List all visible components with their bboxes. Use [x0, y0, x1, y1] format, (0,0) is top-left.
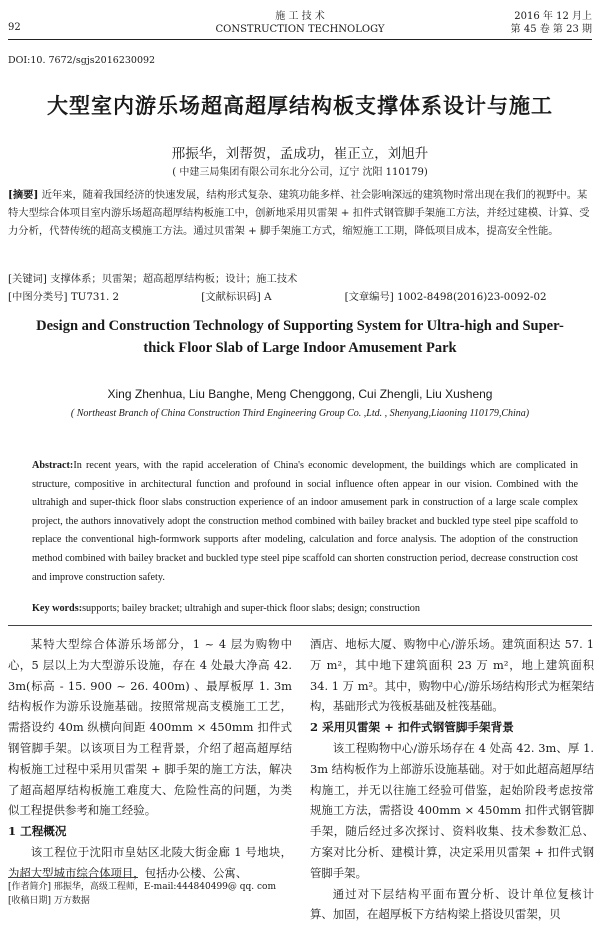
keywords-label: [关键词] — [8, 273, 47, 285]
received-date — [8, 894, 292, 908]
section-2-paragraph-2: 通过对下层结构平面布置分析、设计单位复核计算、加固，在超厚板下方结构梁上搭设贝雷架，贝 — [310, 886, 594, 922]
chinese-title: 大型室内游乐场超高超厚结构板支撑体系设计与施工 — [47, 93, 553, 118]
clc-value: TU731. 2 — [70, 291, 120, 303]
doc-code-label: [文献标识码] — [201, 291, 261, 303]
section-2-heading: 2 采用贝雷架 + 扣件式钢管脚手架背景 — [310, 720, 514, 735]
english-abstract — [32, 457, 578, 587]
chinese-authors: 邢振华，刘帮贺，孟成功，崔正立，刘旭升 — [171, 146, 429, 162]
doi: DOI:10. 7672/sgjs2016230092 — [8, 55, 156, 66]
section-divider — [8, 625, 592, 626]
header-rule — [8, 39, 592, 40]
journal-name — [8, 10, 592, 36]
english-affiliation: ( Northeast Branch of China Construction Third Engineering Group Co. ,Ltd. , Shenyang,Liaoning 110179,China) — [70, 408, 530, 419]
running-header — [8, 8, 592, 38]
english-abstract-text: In recent years, with the rapid acceleration of China's economic development, the buildings which are complicated in structure, compositive in architectural function and profound in social influence often appear in our vision. Combined with the ultrahigh and super-thick floor slabs construction experience of an indoor amusement park in construction of a large scale complex project, the authors innovatively adopt the construction method combined with bailey bracket and buckled type steel pipe scaffold to replace the conventional high-formwork supports after modeling, calculation and force analysis. The adoption of the construction method combined with bailey bracket and buckled type steel pipe scaffold can shorten construction period, decrease construction cost and improve construction safety. — [32, 460, 578, 583]
chinese-abstract — [8, 186, 592, 240]
issue-date: 2016 年 12 月上 — [514, 11, 592, 22]
section-2-paragraph-1: 该工程购物中心/游乐场存在 4 处高 42. 3m、厚 1. 3m 结构板作为上部游乐设施基础。对于如此超高超厚结构施工，并无以往施工经验可借鉴，起始阶段考虑按常规施工方法，需搭设 400mm × 450mm 扣件式钢管脚手架，随后经过多次探讨、资料收集、技术参数汇总、方案对比分析、建模计算，决定采用贝雷架 + 扣件式钢管脚手架。 — [310, 740, 594, 880]
footnote-rule — [8, 877, 138, 878]
chinese-affiliation: ( 中建三局集团有限公司东北分公司，辽宁 沈阳 110179) — [172, 167, 428, 178]
body-left-column — [8, 634, 292, 884]
issue-info — [511, 10, 592, 36]
body-right-column — [310, 634, 594, 925]
page-number: 92 — [8, 22, 21, 33]
english-keywords-label: Key words: — [32, 603, 83, 614]
article-no-value: 1002-8498(2016)23-0092-02 — [397, 291, 547, 303]
abstract-text: 近年来，随着我国经济的快速发展，结构形式复杂、建筑功能多样、社会影响深远的建筑物时常出现在我们的视野中。某特大型综合体项目室内游乐场超高超厚结构板施工中，创新地采用贝雷架 + 扣件式钢管脚手架施工方法，并经过建模、计算、受力分析，代替传统的超高支模施工方法。通过贝雷架 + 脚手架施工方式，缩短施工工期，降低项目成本，提高安全性能。 — [8, 189, 590, 237]
author-note — [8, 880, 292, 894]
article-no-label: [文章编号] — [344, 291, 394, 303]
english-abstract-label: Abstract: — [32, 460, 74, 471]
english-authors: Xing Zhenhua, Liu Banghe, Meng Chenggong, Cui Zhengli, Liu Xusheng — [107, 387, 493, 401]
section-1-paragraph: 该工程位于沈阳市皇姑区北陵大街金廊 1 号地块，为超大型城市综合体项目，包括办公楼、公寓、 — [8, 844, 292, 880]
received-date-text: 万方数据 — [53, 896, 90, 906]
received-date-label: [收稿日期] — [8, 896, 52, 906]
english-keywords — [32, 603, 578, 614]
intro-paragraph: 某特大型综合体游乐场部分，1 ~ 4 层为购物中心，5 层以上为大型游乐设施，存在 4 处最大净高 42. 3m(标高 - 15. 900 ~ 26. 400m) 、最厚板厚 1. 3m 结构板作为游乐设施基础。按照常规高支模施工工艺，需搭设约 40m 纵横向间距 400mm × 450mm 扣件式钢管脚手架。以该项目为工程背景，介绍了超高超厚结构板施工过程中采用贝雷架 + 脚手架的施工方法，解决了超高超厚结构板施工难度大、危险性高的问题，为类似工程提供参考和施工经验。 — [8, 637, 292, 818]
journal-name-cn: 施 工 技 术 — [275, 11, 325, 22]
chinese-keywords — [8, 270, 592, 288]
abstract-label: [摘要] — [8, 189, 39, 201]
continued-paragraph: 酒店、地标大厦、购物中心/游乐场。建筑面积达 57. 1 万 m²，其中地下建筑面积 23 万 m²，地上建筑面积 34. 1 万 m²。其中，购物中心/游乐场结构形式为框架结构，基础形式为筏板基础及桩筏基础。 — [310, 637, 594, 714]
english-keywords-text: supports; bailey bracket; ultrahigh and super-thick floor slabs; design; construction — [82, 603, 420, 614]
footnote — [8, 877, 292, 908]
article-meta — [8, 270, 592, 306]
keywords-text: 支撑体系；贝雷架；超高超厚结构板；设计；施工技术 — [50, 273, 298, 285]
author-note-text: 邢振华，高级工程师，E-mail:444840499@ qq. com — [53, 882, 277, 892]
volume-issue: 第 45 卷 第 23 期 — [510, 24, 592, 35]
section-1-heading: 1 工程概况 — [8, 824, 67, 839]
clc-label: [中图分类号] — [8, 291, 68, 303]
journal-name-en: CONSTRUCTION TECHNOLOGY — [215, 24, 385, 35]
classification-row — [8, 288, 592, 306]
english-title: Design and Construction Technology of Supporting System for Ultra-high and Super-thick Floor Slab of Large Indoor Amusement Park — [36, 318, 564, 356]
author-note-label: [作者简介] — [8, 882, 52, 892]
doc-code-value: A — [264, 291, 272, 303]
